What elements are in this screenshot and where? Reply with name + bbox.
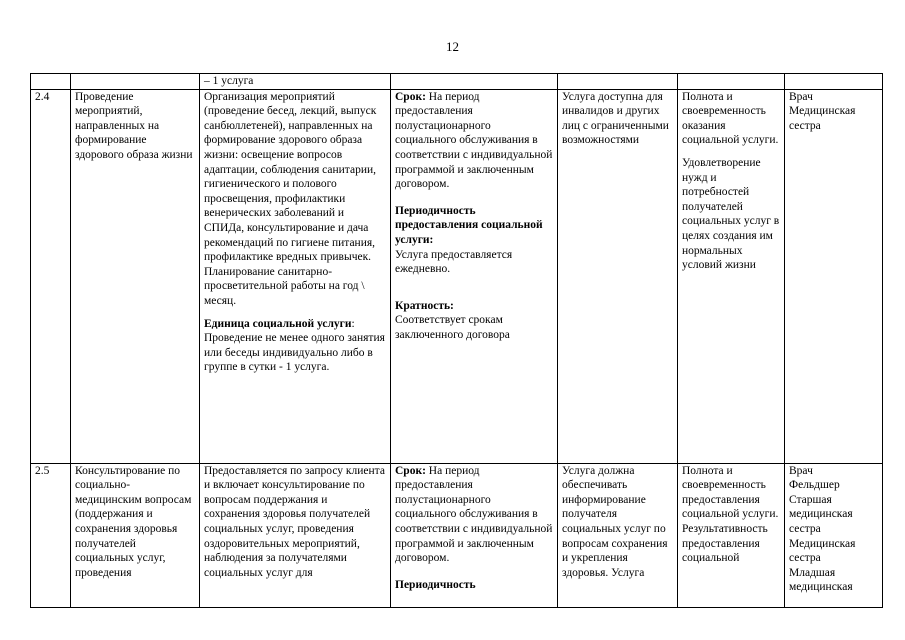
cell-content — [200, 89, 391, 463]
conditions-text: Услуга должна обеспечивать информирование получателя социальных услуг по вопросам сохранения и укрепления здоровья. Услуга — [562, 464, 668, 579]
services-table — [30, 73, 883, 608]
cell-name — [71, 89, 200, 463]
service-planning: Планирование санитарно-просветительной работы на год \ месяц. — [204, 265, 365, 307]
service-description: Организация мероприятий (проведение бесед, лекций, выпуск санбюллетеней), направленных на формирование здорового образа жизни: освещение вопросов адаптации, соблюдения санитарии, гигиенического и полового просвещения, профилактики венерических заболеваний и СПИДа, консультирование и дача рекомендаций по гигиене питания, профилактике вредных привычек. — [204, 90, 377, 264]
service-name: Консультирование по социально-медицинским вопросам (поддержания и сохранения здоровья получателей социальных услуг, проведения — [75, 464, 192, 579]
unit-label: Единица социальной услуги — [204, 317, 352, 330]
quality-text: Полнота и своевременность предоставления социальной услуги. Результативность предоставления социальной — [682, 464, 779, 565]
service-name: Проведение мероприятий, направленных на формирование здорового образа жизни — [75, 90, 193, 161]
cell-name — [71, 463, 200, 607]
conditions-text: Услуга доступна для инвалидов и других лиц с ограниченными возможностями — [562, 90, 669, 147]
cell-conditions — [558, 89, 678, 463]
periodicity-label: Периодичность предоставления социальной услуги: — [395, 204, 543, 246]
table-row — [31, 463, 883, 607]
multiplicity-label: Кратность: — [395, 299, 454, 312]
term-label: Срок: — [395, 90, 426, 103]
unit-colon: : — [351, 317, 355, 330]
cell-term — [391, 74, 558, 90]
cell-quality — [678, 74, 785, 90]
cell-conditions — [558, 463, 678, 607]
cell-term — [391, 89, 558, 463]
cell-staff — [785, 463, 883, 607]
cell-term — [391, 463, 558, 607]
periodicity-label: Периодичность — [395, 578, 476, 591]
cell-name — [71, 74, 200, 90]
table-row — [31, 89, 883, 463]
cell-num — [31, 89, 71, 463]
cell-conditions — [558, 74, 678, 90]
row-number: 2.4 — [35, 90, 50, 103]
quality-text-2: Удовлетворение нужд и потребностей получателей социальных услуг в целях создания им нормальных условий жизни — [682, 156, 780, 272]
cell-quality — [678, 463, 785, 607]
term-text: На период предоставления полустационарного социального обслуживания в соответствии с индивидуальной программой и заключенным договором. — [395, 90, 553, 191]
quality-text: Полнота и своевременность оказания социальной услуги. — [682, 90, 779, 147]
page-number: 12 — [446, 39, 459, 54]
cell-content — [200, 74, 391, 90]
service-description: Предоставляется по запросу клиента и включает консультирование по вопросам поддержания и сохранения здоровья получателей социальных услуг, проведения оздоровительных мероприятий, наблюдения за получателями социальных услуг для — [204, 464, 385, 579]
staff-text: Врач Фельдшер Старшая медицинская сестра Медицинская сестра Младшая медицинская — [789, 464, 856, 594]
cell-staff — [785, 74, 883, 90]
row-number: 2.5 — [35, 464, 50, 477]
cell-staff — [785, 89, 883, 463]
periodicity-text: Услуга предоставляется ежедневно. — [395, 248, 513, 276]
term-label: Срок: — [395, 464, 426, 477]
continuation-text: – 1 услуга — [204, 75, 254, 87]
cell-quality — [678, 89, 785, 463]
staff-text: Врач Медицинская сестра — [789, 90, 856, 132]
cell-num — [31, 74, 71, 90]
term-text: На период предоставления полустационарного социального обслуживания в соответствии с индивидуальной программой и заключенным договором. — [395, 464, 553, 565]
cell-num — [31, 463, 71, 607]
cell-content — [200, 463, 391, 607]
multiplicity-text: Соответствует срокам заключенного договора — [395, 314, 510, 341]
unit-text: Проведение не менее одного занятия или беседы индивидуально либо в группе в сутки - 1 услуга. — [204, 332, 385, 374]
table-row-continuation — [31, 74, 883, 90]
